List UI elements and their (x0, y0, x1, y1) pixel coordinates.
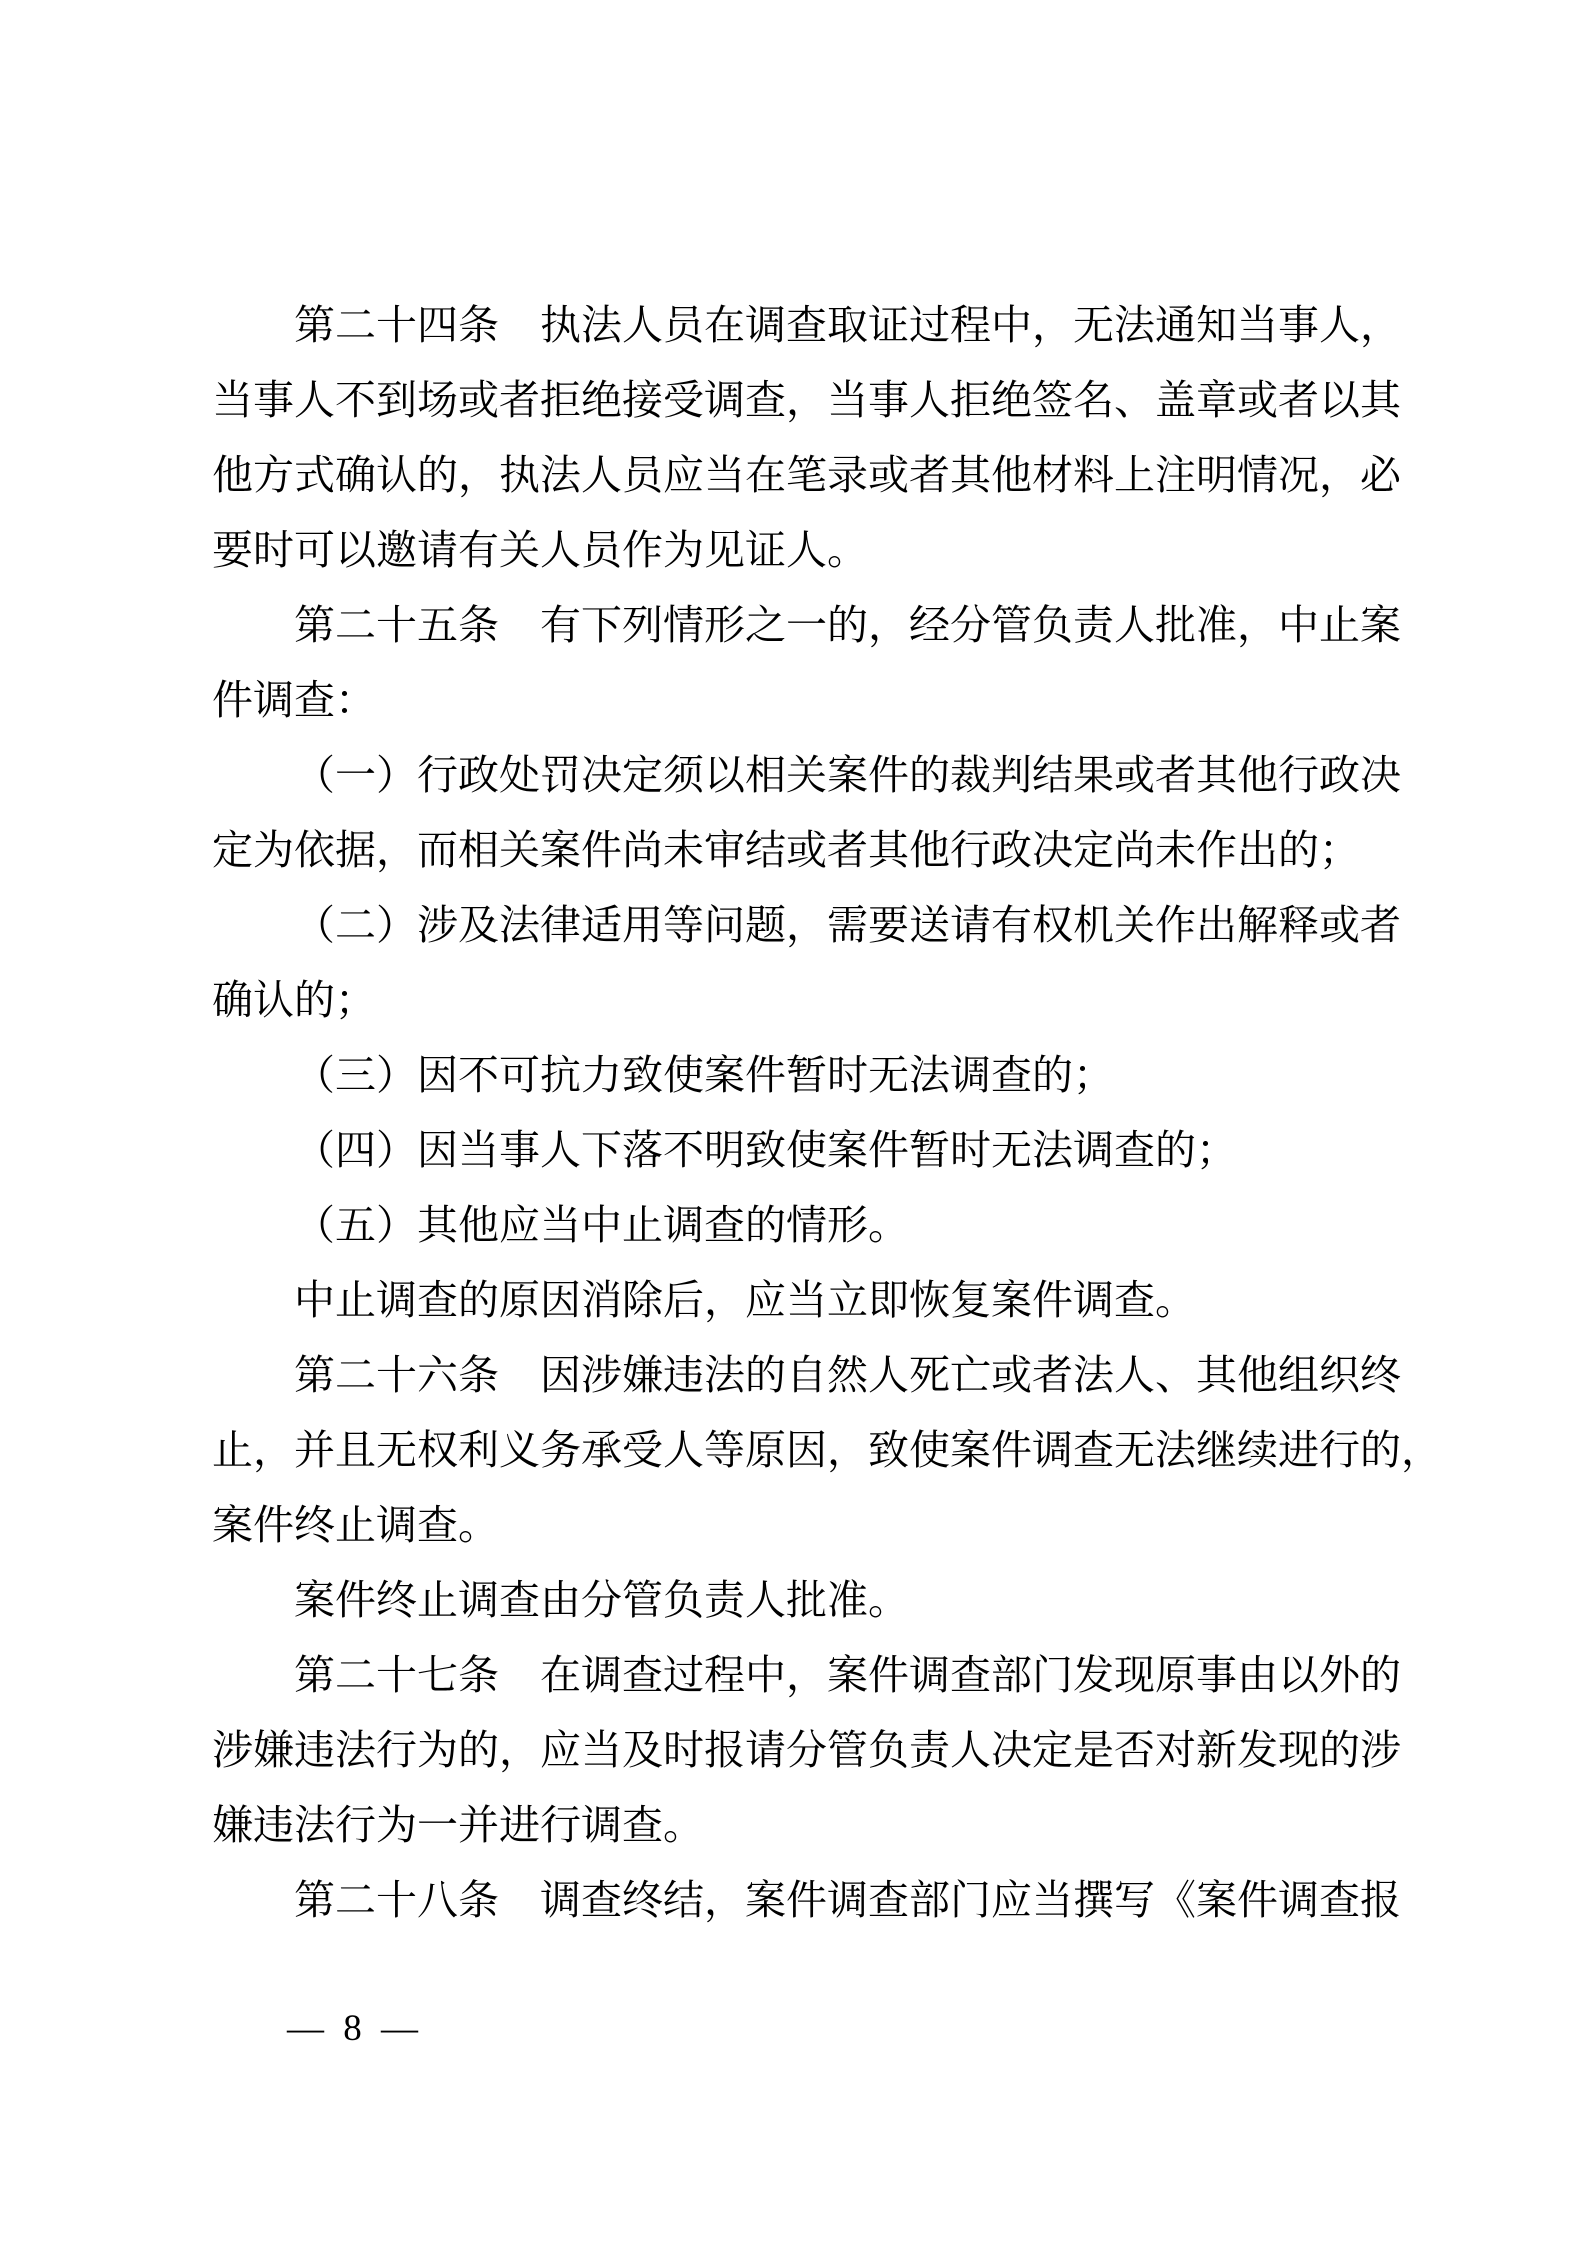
document-line: 第二十七条 在调查过程中，案件调查部门发现原事由以外的 (294, 1652, 1401, 1698)
body-text (212, 288, 1442, 1938)
document-line: （四）因当事人下落不明致使案件暂时无法调查的； (294, 1127, 1237, 1173)
document-line: 当事人不到场或者拒绝接受调查，当事人拒绝签名、盖章或者以其 (212, 377, 1401, 423)
document-line: 案件终止调查。 (212, 1502, 499, 1548)
document-line: 要时可以邀请有关人员作为见证人。 (212, 527, 868, 573)
document-line: 第二十四条 执法人员在调查取证过程中，无法通知当事人， (294, 302, 1401, 348)
document-line: 中止调查的原因消除后，应当立即恢复案件调查。 (294, 1277, 1196, 1323)
page-number (287, 2004, 423, 2054)
document-line: 嫌违法行为一并进行调查。 (212, 1802, 704, 1848)
document-line: 他方式确认的，执法人员应当在笔录或者其他材料上注明情况，必 (212, 452, 1401, 498)
document-line: 件调查： (212, 677, 376, 723)
document-line: 定为依据，而相关案件尚未审结或者其他行政决定尚未作出的； (212, 827, 1360, 873)
document-line: 涉嫌违法行为的，应当及时报请分管负责人决定是否对新发现的涉 (212, 1727, 1401, 1773)
document-line: 第二十六条 因涉嫌违法的自然人死亡或者法人、其他组织终 (294, 1352, 1401, 1398)
document-line: 确认的； (212, 977, 376, 1023)
page-number-text: — 8 — (287, 2008, 423, 2049)
document-line: 第二十八条 调查终结，案件调查部门应当撰写《案件调查报 (294, 1877, 1401, 1923)
document-line: （五）其他应当中止调查的情形。 (294, 1202, 909, 1248)
document-line: 第二十五条 有下列情形之一的，经分管负责人批准，中止案 (294, 602, 1401, 648)
document-line: 案件终止调查由分管负责人批准。 (294, 1577, 909, 1623)
document-line: 止，并且无权利义务承受人等原因，致使案件调查无法继续进行的， (212, 1427, 1442, 1473)
document-line: （三）因不可抗力致使案件暂时无法调查的； (294, 1052, 1114, 1098)
document-line: （一）行政处罚决定须以相关案件的裁判结果或者其他行政决 (294, 752, 1401, 798)
document-line: （二）涉及法律适用等问题，需要送请有权机关作出解释或者 (294, 902, 1401, 948)
